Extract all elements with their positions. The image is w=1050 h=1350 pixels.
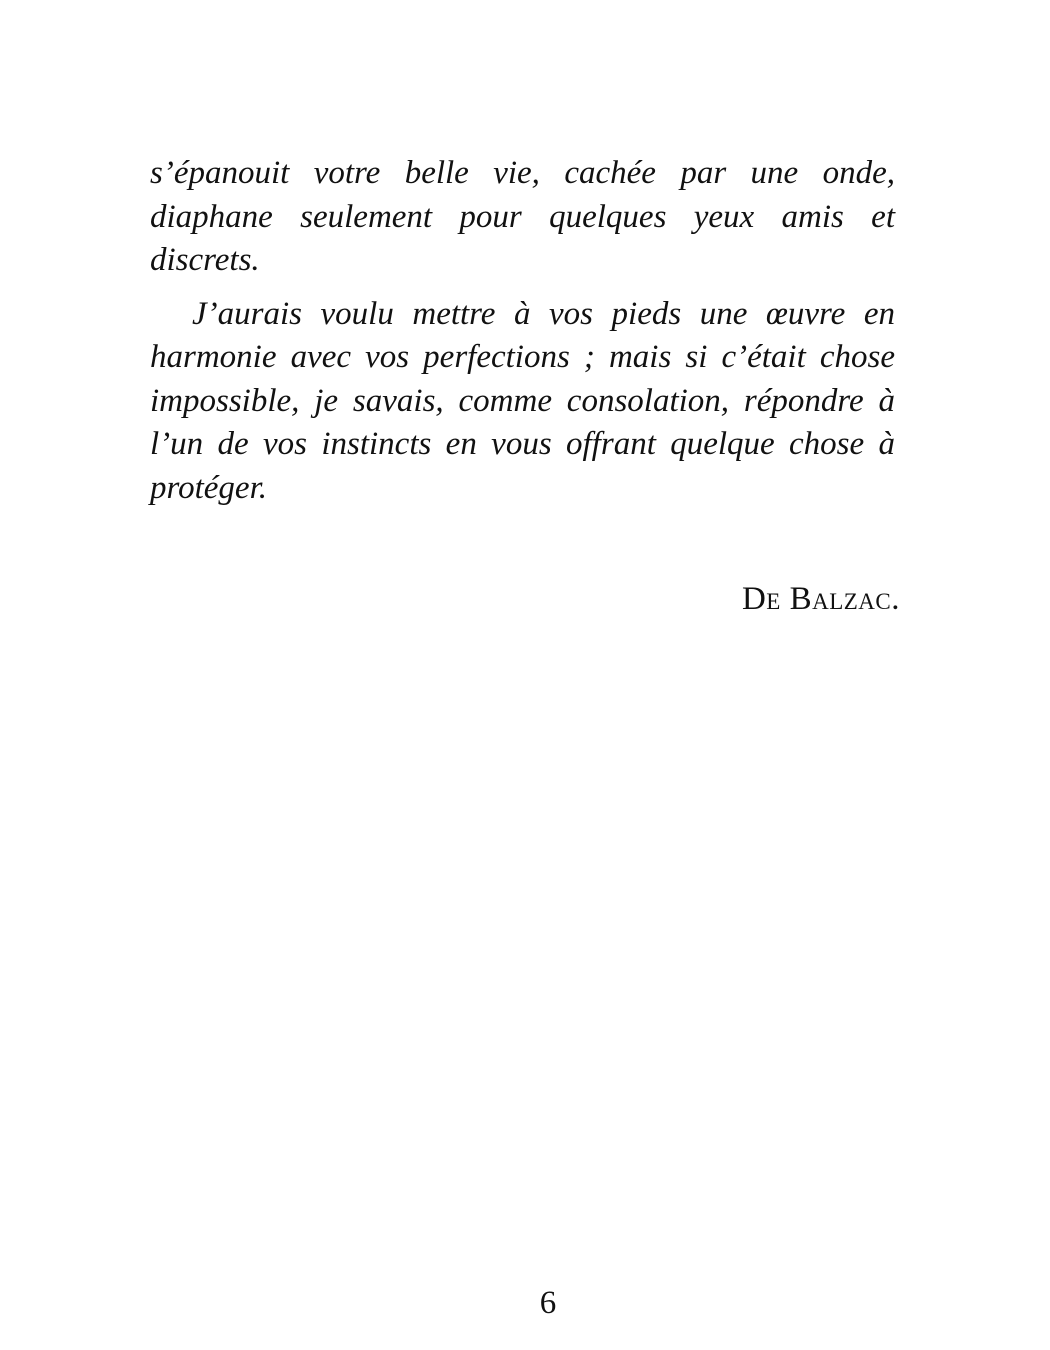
body-text: [150, 152, 895, 510]
paragraph-continuation: s’épanouit votre belle vie, cachée par une onde, diaphane seulement pour quelques yeux amis et discrets.: [150, 155, 895, 278]
page-number: 6: [539, 1285, 557, 1321]
author-signature: De Balzac.: [741, 581, 900, 617]
paragraph-dedication: J’aurais voulu mettre à vos pieds une œuvre en harmonie avec vos perfections ; mais si c’était chose impossible, je savais, comme consolation, répondre à l’un de vos instincts en vous offrant quelque chose à protéger.: [150, 295, 895, 506]
